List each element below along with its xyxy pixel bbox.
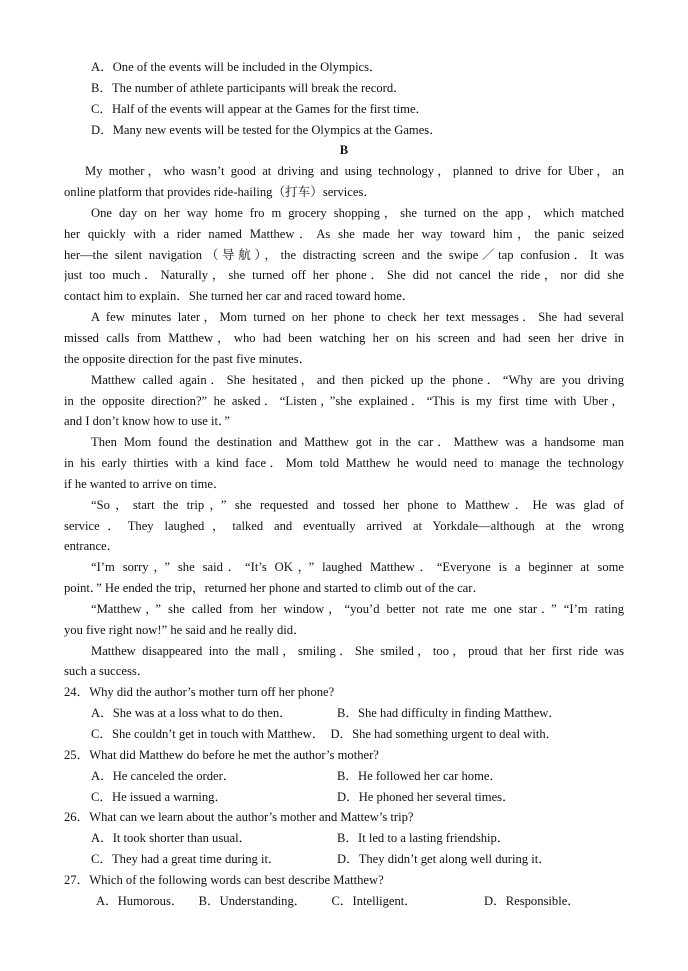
paragraph-9-line: Matthew disappeared into the mall，smiling．She smiled，too，proud that her first ride was — [91, 643, 624, 658]
paragraph-2-line: her—the silent navigation（导航），the distracting screen and the swipe／tap confusion．It was — [64, 247, 624, 262]
paragraph-7-line: “I’m sorry，” she said．“It’s OK，” laughed Matthew．“Everyone is a beginner at some — [91, 560, 624, 575]
paragraph-5-line: in his early thirties with a kind face．Mom told Matthew he would need to manage the technology — [64, 456, 624, 471]
question-27-option-a: A．Humorous． — [96, 893, 184, 908]
question-24-option-b: B．She had difficulty in finding Matthew． — [337, 706, 561, 721]
paragraph-2-line: One day on her way home fro m grocery shopping，she turned on the app，which matched — [91, 205, 624, 220]
paragraph-4-line: in the opposite direction?” he asked．“Listen，”she explained．“This is my first time with Uber， — [64, 393, 624, 408]
question-25-stem: 25．What did Matthew do before he met the author’s mother? — [64, 747, 379, 762]
paragraph-4-line: Matthew called again．She hesitated，and then picked up the phone．“Why are you driving — [91, 372, 624, 387]
prev-option-a: A．One of the events will be included in the Olympics． — [91, 60, 382, 74]
paragraph-5-line: Then Mom found the destination and Matthew got in the car．Matthew was a handsome man — [91, 435, 624, 450]
question-27-option-c: C．Intelligent． — [331, 893, 417, 908]
question-24-options-row-1 — [64, 703, 624, 724]
question-27-stem: 27．Which of the following words can best describe Matthew? — [64, 872, 384, 887]
question-26-option-d: D．They didn’t get along well during it． — [337, 852, 551, 867]
question-25-option-a: A．He canceled the order． — [91, 768, 236, 783]
paragraph-7-line: point．” He ended the trip，returned her phone and started to climb out of the car． — [64, 581, 486, 596]
question-27-option-b: B．Understanding． — [198, 893, 307, 908]
paragraph-2-line: her quickly with a rider named Matthew．As she made her way toward him，the panic seized — [64, 226, 624, 241]
passage — [64, 161, 624, 682]
prev-option-d: D．Many new events will be tested for the Olympics at the Games． — [91, 122, 442, 137]
question-26-option-a: A．It took shorter than usual． — [91, 831, 252, 846]
question-25-option-b: B．He followed her car home． — [337, 768, 503, 783]
paragraph-3-line: the opposite direction for the past five minutes． — [64, 351, 312, 366]
question-25-option-c: C．He issued a warning． — [91, 789, 228, 804]
paragraph-1-line: online platform that provides ride-hailing（打车）services． — [64, 185, 376, 200]
question-27-option-d: D．Responsible． — [484, 893, 580, 908]
paragraph-2-line: contact him to explain．She turned her car and raced toward home． — [64, 289, 415, 304]
paragraph-3-line: missed calls from Matthew，who had been watching her on his screen and had seen her drive in — [64, 330, 624, 345]
question-25-option-d: D．He phoned her several times． — [337, 789, 515, 804]
paragraph-6-line: service．They laughed，talked and eventually arrived at Yorkdale—although at the wrong — [64, 518, 624, 533]
question-24-options-row-2 — [64, 724, 624, 745]
section-label: B — [339, 143, 349, 158]
question-27-options-row — [64, 891, 624, 912]
prev-option-b: B．The number of athlete participants will break the record． — [91, 80, 406, 95]
question-26-option-c: C．They had a great time during it． — [91, 852, 281, 867]
paragraph-8-line: “Matthew，” she called from her window，“you’d better not rate me one star．” “I’m rating — [91, 601, 624, 616]
question-25-options-row-1 — [64, 766, 624, 787]
question-26-stem: 26．What can we learn about the author’s mother and Mattew’s trip? — [64, 810, 414, 825]
paragraph-3-line: A few minutes later，Mom turned on her phone to check her text messages．She had several — [91, 310, 624, 325]
paragraph-6-line: entrance． — [64, 539, 120, 554]
question-24-option-a: A．She was at a loss what to do then． — [91, 706, 292, 721]
question-24-option-c: C．She couldn’t get in touch with Matthew． — [91, 727, 325, 741]
paragraph-6-line: “So，start the trip，” she requested and tossed her phone to Matthew．He was glad of — [91, 497, 624, 512]
exam-page — [64, 57, 624, 912]
question-24-option-d: D．She had something urgent to deal with． — [330, 727, 559, 741]
question-25-options-row-2 — [64, 787, 624, 808]
prev-option-c: C．Half of the events will appear at the Games for the first time． — [91, 101, 429, 116]
question-26-options-row-1 — [64, 828, 624, 849]
question-24-stem: 24．Why did the author’s mother turn off her phone? — [64, 685, 335, 700]
question-26-options-row-2 — [64, 849, 624, 870]
paragraph-8-line: you five right now!” he said and he really did． — [64, 622, 306, 637]
paragraph-5-line: if he wanted to arrive on time． — [64, 476, 226, 491]
paragraph-4-line: and I don’t know how to use it．” — [64, 414, 230, 429]
question-26-option-b: B．It led to a lasting friendship． — [337, 831, 510, 846]
paragraph-2-line: just too much．Naturally，she turned off her phone．She did not cancel the ride，nor did she — [64, 268, 624, 283]
paragraph-9-line: such a success． — [64, 664, 150, 679]
paragraph-1-line: My mother，who wasn’t good at driving and using technology，planned to drive for Uber，an — [85, 164, 624, 179]
